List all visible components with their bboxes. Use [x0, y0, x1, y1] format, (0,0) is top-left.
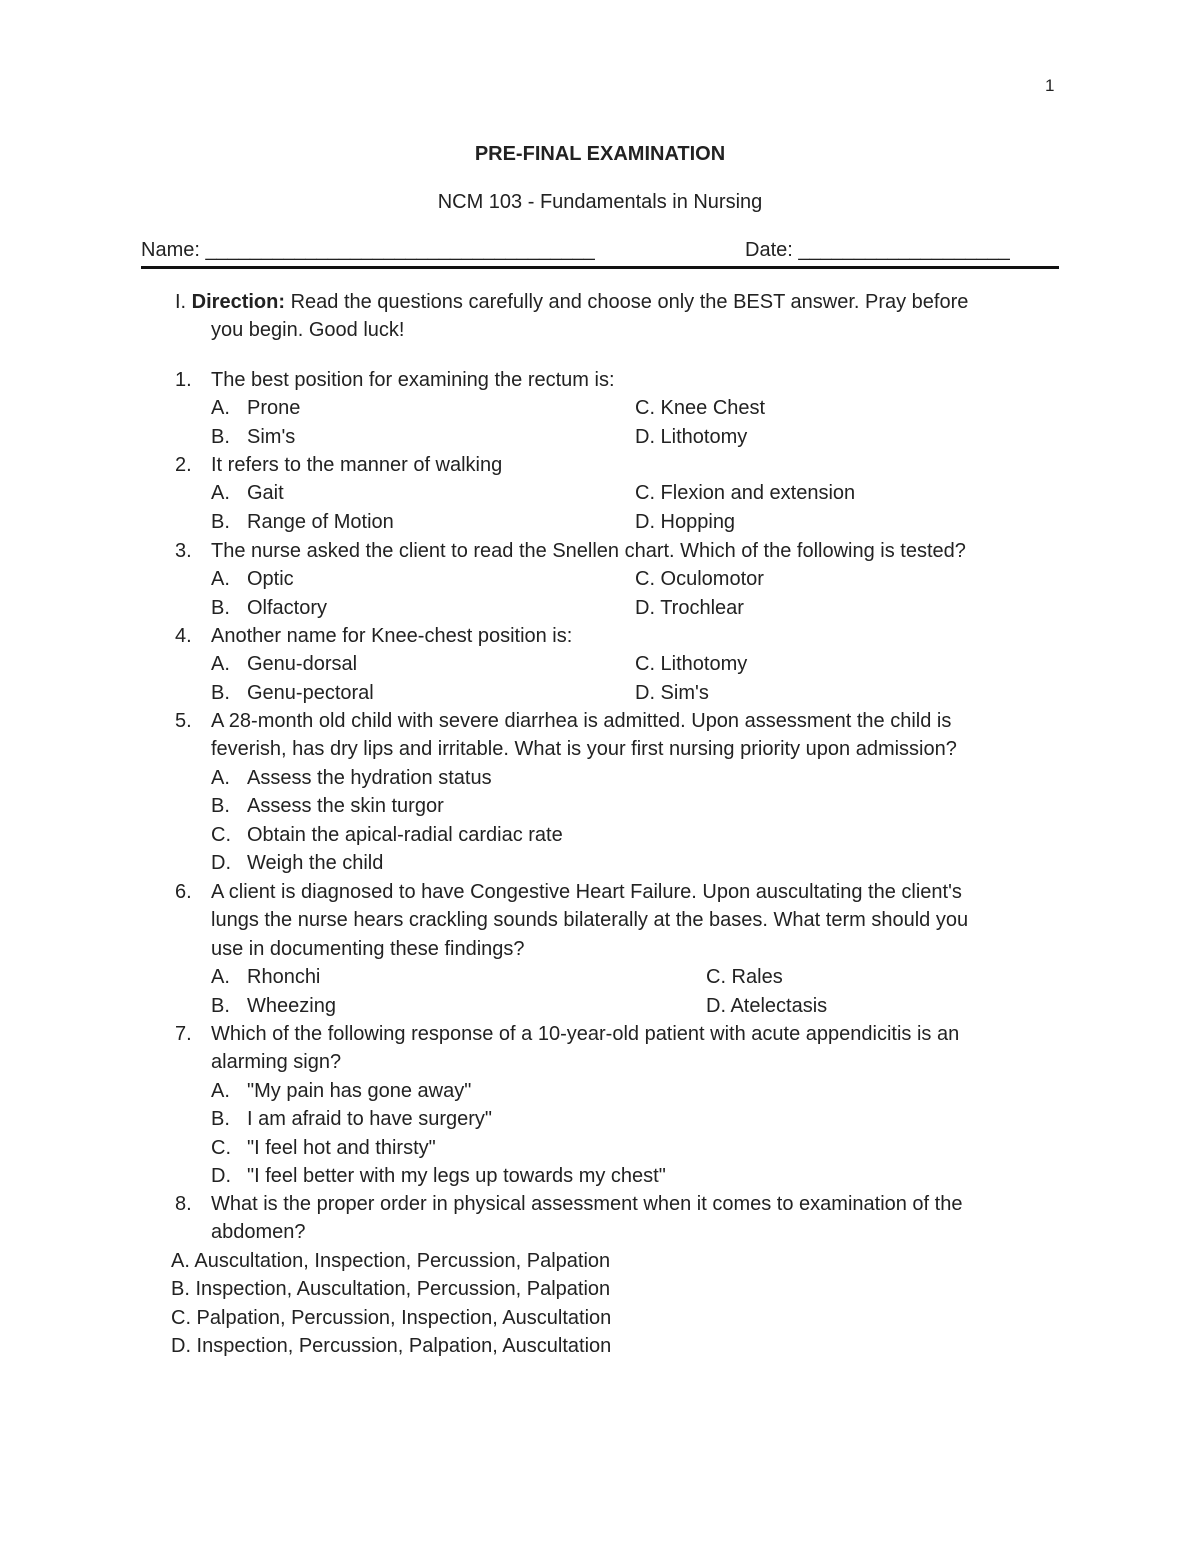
question-text: alarming sign?	[211, 1051, 342, 1074]
option-c: C. Rales	[706, 966, 783, 989]
question-text: The nurse asked the client to read the Snellen chart. Which of the following is tested?	[211, 540, 966, 562]
question-text: What is the proper order in physical assessment when it comes to examination of the	[211, 1193, 963, 1215]
option-d: D. Hopping	[635, 510, 736, 533]
option-b: B. Sim's	[211, 425, 296, 448]
option-b: B. Inspection, Auscultation, Percussion, Palpation	[171, 1278, 611, 1301]
question-text: The best position for examining the rectum is:	[211, 369, 615, 391]
question-text: A client is diagnosed to have Congestive Heart Failure. Upon auscultating the client's	[211, 881, 962, 903]
direction-line-2: you begin. Good luck!	[211, 319, 405, 342]
question-number: 3.	[175, 540, 192, 562]
question-text: abdomen?	[211, 1221, 306, 1244]
option-a: A. Prone	[211, 397, 301, 420]
question-6	[0, 878, 1200, 1020]
question-text: lungs the nurse hears crackling sounds bilaterally at the bases. What term should you	[211, 909, 969, 932]
option-c: C. Palpation, Percussion, Inspection, Auscultation	[171, 1306, 612, 1329]
page-number: 1	[1045, 76, 1055, 95]
option-b: B. Olfactory	[211, 596, 328, 619]
option-b: B. Range of Motion	[211, 510, 394, 533]
option-d: D. Weigh the child	[211, 851, 384, 874]
question-5	[0, 707, 1200, 877]
question-text: A 28-month old child with severe diarrhea is admitted. Upon assessment the child is	[211, 710, 952, 732]
question-8	[0, 1190, 1200, 1360]
option-a: A. Rhonchi	[211, 966, 321, 989]
option-d: D. Sim's	[635, 681, 709, 704]
question-number: 6.	[175, 881, 192, 903]
option-d: D. Atelectasis	[706, 994, 828, 1017]
option-b: B. I am afraid to have surgery"	[211, 1108, 492, 1131]
option-d: D. Lithotomy	[635, 425, 748, 448]
exam-title: PRE-FINAL EXAMINATION	[474, 143, 726, 165]
question-number: 2.	[175, 454, 192, 476]
option-a: A. Gait	[211, 482, 284, 505]
option-c: C. "I feel hot and thirsty"	[211, 1136, 436, 1159]
option-b: B. Wheezing	[211, 994, 336, 1017]
option-c: C. Obtain the apical-radial cardiac rate	[211, 823, 563, 846]
option-c: C. Oculomotor	[635, 568, 764, 591]
option-d: D. Inspection, Percussion, Palpation, Auscultation	[171, 1334, 612, 1357]
option-b: B. Genu-pectoral	[211, 681, 374, 704]
question-number: 5.	[175, 710, 192, 732]
question-text: use in documenting these findings?	[211, 937, 525, 960]
question-text: Which of the following response of a 10-year-old patient with acute appendicitis is an	[211, 1023, 960, 1045]
question-number: 8.	[175, 1193, 192, 1215]
option-d: D. Trochlear	[635, 596, 744, 619]
option-b: B. Assess the skin turgor	[211, 795, 444, 818]
date-field: Date: ___________________	[745, 239, 1010, 261]
direction-label: Direction:	[191, 291, 286, 313]
question-text: Another name for Knee-chest position is:	[211, 625, 573, 647]
question-2	[0, 451, 1200, 536]
option-c: C. Flexion and extension	[635, 482, 856, 505]
question-number: 7.	[175, 1023, 192, 1045]
option-a: A. Genu-dorsal	[211, 653, 358, 676]
option-a: A. Optic	[211, 568, 294, 591]
question-text: It refers to the manner of walking	[211, 454, 503, 476]
name-field: Name: ___________________________________	[141, 239, 595, 261]
question-4	[0, 622, 1200, 707]
option-c: C. Lithotomy	[635, 653, 748, 676]
option-a: A. Assess the hydration status	[211, 766, 492, 789]
option-a: A. Auscultation, Inspection, Percussion, Palpation	[171, 1249, 611, 1272]
question-text: feverish, has dry lips and irritable. What is your first nursing priority upon admission?	[211, 738, 957, 761]
option-c: C. Knee Chest	[635, 397, 766, 420]
direction-line-1: I. Direction: Read the questions carefully and choose only the BEST answer. Pray before	[175, 291, 969, 313]
question-number: 4.	[175, 625, 192, 647]
question-3	[0, 537, 1200, 622]
question-7	[0, 1020, 1200, 1190]
option-a: A. "My pain has gone away"	[211, 1079, 472, 1102]
option-d: D. "I feel better with my legs up towards my chest"	[211, 1164, 666, 1187]
question-number: 1.	[175, 369, 192, 391]
question-1	[0, 366, 1200, 451]
direction-block	[175, 288, 1055, 345]
exam-subtitle: NCM 103 - Fundamentals in Nursing	[437, 191, 763, 213]
name-date-line	[141, 236, 1059, 269]
